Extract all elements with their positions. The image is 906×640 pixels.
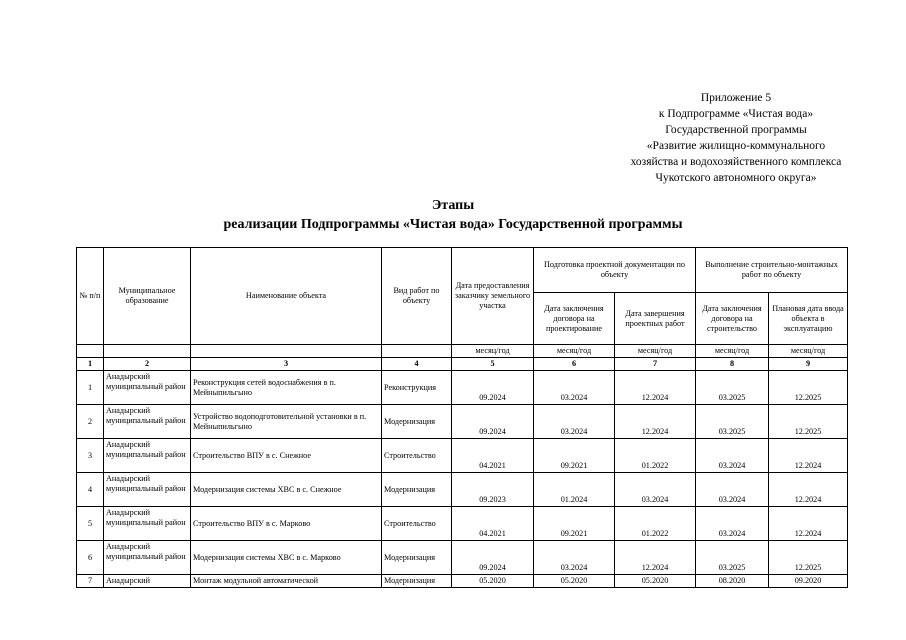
header-object: Наименование объекта	[191, 248, 382, 345]
design-contract-date-cell: 09.2021	[534, 507, 615, 541]
commission-date-cell: 12.2024	[769, 473, 848, 507]
appendix-line: хозяйства и водохозяйственного комплекса	[630, 156, 842, 168]
object-name-cell: Строительство ВПУ в с. Марково	[191, 507, 382, 541]
municipality-cell: Анадырский муниципальный район	[104, 439, 191, 473]
column-number: 5	[452, 358, 534, 371]
municipality-cell: Анадырский муниципальный район	[104, 541, 191, 575]
header-build-commission: Плановая дата ввода объекта в эксплуатацию	[769, 293, 848, 345]
work-type-cell: Строительство	[382, 507, 452, 541]
header-build-contract: Дата заключения договора на строительство	[696, 293, 769, 345]
appendix-line: Государственной программы	[665, 124, 807, 136]
build-contract-date-cell: 03.2024	[696, 473, 769, 507]
work-type-cell: Реконструкция	[382, 371, 452, 405]
object-name-cell: Реконструкция сетей водоснабжения в п. Мейныпильгыно	[191, 371, 382, 405]
design-contract-date-cell: 03.2024	[534, 371, 615, 405]
object-name-cell: Строительство ВПУ в с. Снежное	[191, 439, 382, 473]
unit-label: месяц/год	[696, 345, 769, 358]
row-number: 1	[77, 371, 104, 405]
header-land-date: Дата предоставления заказчику земельного участка	[452, 248, 534, 345]
commission-date-cell: 09.2020	[769, 575, 848, 588]
commission-date-cell: 12.2025	[769, 541, 848, 575]
commission-date-cell: 12.2025	[769, 405, 848, 439]
object-name-cell: Монтаж модульной автоматической	[191, 575, 382, 588]
design-contract-date-cell: 03.2024	[534, 405, 615, 439]
build-contract-date-cell: 03.2024	[696, 507, 769, 541]
table-row	[77, 439, 848, 473]
design-end-date-cell: 12.2024	[615, 405, 696, 439]
land-date-cell: 04.2021	[452, 439, 534, 473]
document-title	[0, 196, 906, 234]
column-number: 3	[191, 358, 382, 371]
appendix-line: Чукотского автономного округа»	[655, 172, 817, 184]
design-end-date-cell: 05.2020	[615, 575, 696, 588]
header-design-group: Подготовка проектной документации по объекту	[534, 248, 696, 293]
column-number: 8	[696, 358, 769, 371]
table-row	[77, 371, 848, 405]
object-name-cell: Модернизация системы ХВС в с. Снежное	[191, 473, 382, 507]
design-end-date-cell: 12.2024	[615, 541, 696, 575]
row-number: 7	[77, 575, 104, 588]
commission-date-cell: 12.2025	[769, 371, 848, 405]
build-contract-date-cell: 03.2025	[696, 541, 769, 575]
unit-label: месяц/год	[769, 345, 848, 358]
work-type-cell: Модернизация	[382, 575, 452, 588]
appendix-block	[586, 90, 886, 186]
column-number: 2	[104, 358, 191, 371]
header-work-type: Вид работ по объекту	[382, 248, 452, 345]
object-name-cell: Модернизация системы ХВС в с. Марково	[191, 541, 382, 575]
municipality-cell: Анадырский муниципальный район	[104, 473, 191, 507]
commission-date-cell: 12.2024	[769, 507, 848, 541]
land-date-cell: 04.2021	[452, 507, 534, 541]
land-date-cell: 09.2023	[452, 473, 534, 507]
municipality-cell: Анадырский муниципальный район	[104, 371, 191, 405]
build-contract-date-cell: 08.2020	[696, 575, 769, 588]
design-end-date-cell: 01.2022	[615, 439, 696, 473]
column-number: 9	[769, 358, 848, 371]
header-design-contract: Дата заключения договора на проектирование	[534, 293, 615, 345]
design-contract-date-cell: 01.2024	[534, 473, 615, 507]
column-number: 1	[77, 358, 104, 371]
build-contract-date-cell: 03.2025	[696, 405, 769, 439]
appendix-line: к Подпрограмме «Чистая вода»	[658, 108, 814, 120]
municipality-cell: Анадырский	[104, 575, 191, 588]
row-number: 5	[77, 507, 104, 541]
column-number-row	[77, 358, 848, 371]
work-type-cell: Строительство	[382, 439, 452, 473]
header-build-group: Выполнение строительно-монтажных работ по объекту	[696, 248, 848, 293]
land-date-cell: 05.2020	[452, 575, 534, 588]
header-municipality: Муниципальное образование	[104, 248, 191, 345]
municipality-cell: Анадырский муниципальный район	[104, 405, 191, 439]
land-date-cell: 09.2024	[452, 371, 534, 405]
table-row	[77, 473, 848, 507]
design-end-date-cell: 12.2024	[615, 371, 696, 405]
build-contract-date-cell: 03.2024	[696, 439, 769, 473]
header-num: № п/п	[77, 248, 104, 345]
column-number: 6	[534, 358, 615, 371]
table-row	[77, 507, 848, 541]
title-line-2: реализации Подпрограммы «Чистая вода» Государственной программы	[223, 217, 683, 232]
table-row	[77, 575, 848, 588]
unit-label: месяц/год	[452, 345, 534, 358]
object-name-cell: Устройство водоподготовительной установки в п. Мейныпильгыно	[191, 405, 382, 439]
header-design-end: Дата завершения проектных работ	[615, 293, 696, 345]
stages-table	[76, 247, 848, 588]
appendix-line: Приложение 5	[700, 92, 772, 104]
column-number: 4	[382, 358, 452, 371]
commission-date-cell: 12.2024	[769, 439, 848, 473]
design-contract-date-cell: 05.2020	[534, 575, 615, 588]
column-number: 7	[615, 358, 696, 371]
municipality-cell: Анадырский муниципальный район	[104, 507, 191, 541]
table-row	[77, 541, 848, 575]
row-number: 3	[77, 439, 104, 473]
work-type-cell: Модернизация	[382, 405, 452, 439]
title-line-1: Этапы	[431, 198, 475, 213]
row-number: 4	[77, 473, 104, 507]
land-date-cell: 09.2024	[452, 405, 534, 439]
design-contract-date-cell: 09.2021	[534, 439, 615, 473]
build-contract-date-cell: 03.2025	[696, 371, 769, 405]
work-type-cell: Модернизация	[382, 473, 452, 507]
appendix-line: «Развитие жилищно-коммунального	[646, 140, 826, 152]
design-end-date-cell: 03.2024	[615, 473, 696, 507]
unit-label: месяц/год	[534, 345, 615, 358]
row-number: 6	[77, 541, 104, 575]
design-end-date-cell: 01.2022	[615, 507, 696, 541]
design-contract-date-cell: 03.2024	[534, 541, 615, 575]
land-date-cell: 09.2024	[452, 541, 534, 575]
unit-label: месяц/год	[615, 345, 696, 358]
table-row	[77, 405, 848, 439]
work-type-cell: Модернизация	[382, 541, 452, 575]
row-number: 2	[77, 405, 104, 439]
